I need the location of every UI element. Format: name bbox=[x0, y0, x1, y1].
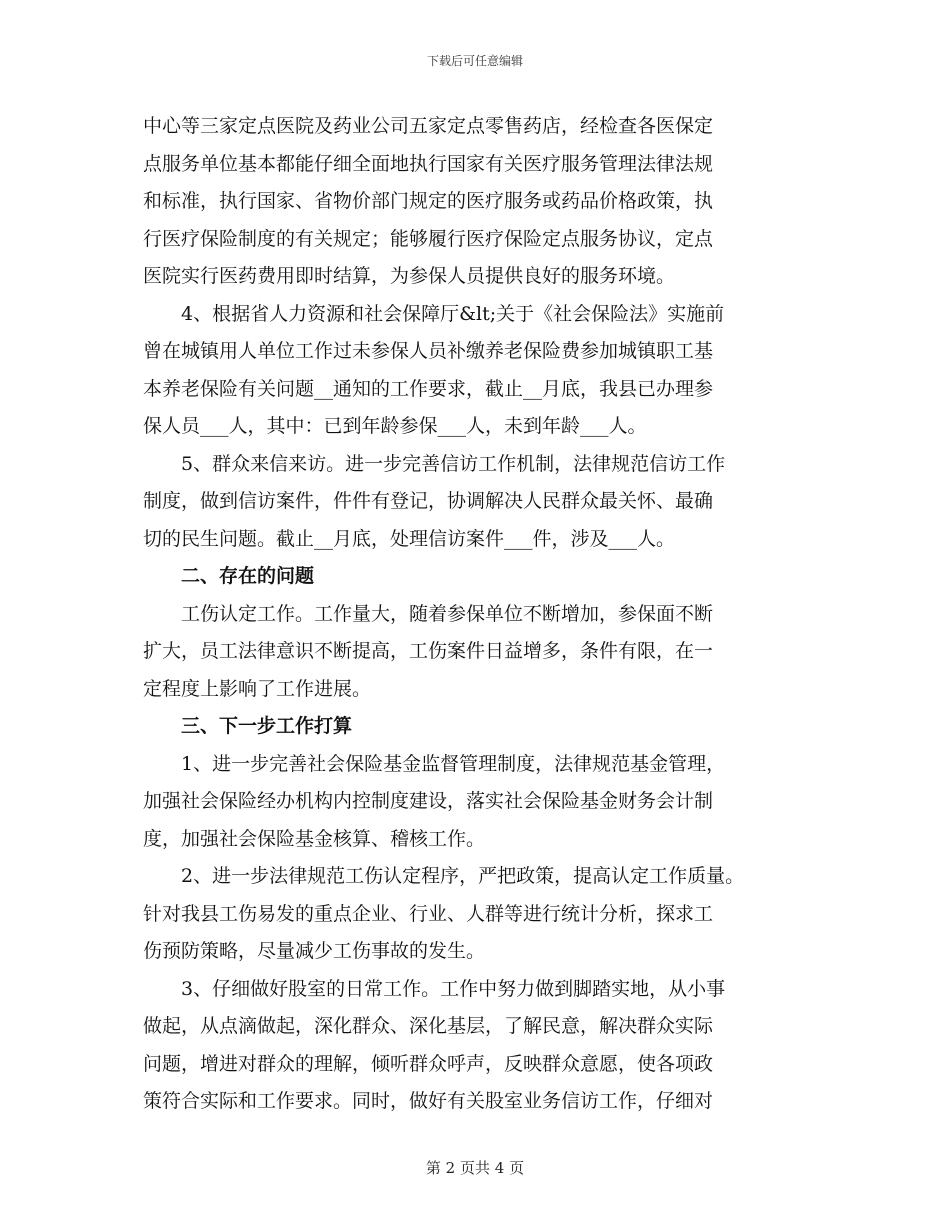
text-line: 针对我县工伤易发的重点企业、行业、人群等进行统计分析，探求工 bbox=[143, 902, 714, 925]
text-line: 加强社会保险经办机构内控制度建设，落实社会保险基金财务会计制 bbox=[143, 790, 714, 812]
text-line: 行医疗保险制度的有关规定；能够履行医疗保险定点服务协议，定点 bbox=[143, 227, 714, 250]
text-line: 保人员___人，其中：已到年龄参保___人，未到年龄___人。 bbox=[143, 415, 647, 437]
text-line: 3、仔细做好股室的日常工作。工作中努力做到脚踏实地，从小事 bbox=[181, 977, 726, 1000]
text-line: 医院实行医药费用即时结算，为参保人员提供良好的服务环境。 bbox=[143, 265, 676, 287]
text-line: 扩大，员工法律意识不断提高，工伤案件日益增多，条件有限，在一 bbox=[143, 640, 714, 662]
text-line: 定程度上影响了工作进展。 bbox=[143, 677, 372, 700]
text-line: 度，加强社会保险基金核算、稽核工作。 bbox=[143, 827, 486, 850]
text-line: 点服务单位基本都能仔细全面地执行国家有关医疗服务管理法律法规 bbox=[143, 152, 714, 175]
text-line: 切的民生问题。截止__月底，处理信访案件___件，涉及___人。 bbox=[143, 527, 676, 550]
text-line: 制度，做到信访案件，件件有登记，协调解决人民群众最关怀、最确 bbox=[143, 490, 714, 512]
text-line: 5、群众来信来访。进一步完善信访工作机制，法律规范信访工作 bbox=[181, 452, 726, 475]
page-number: 第 2 页共 4 页 bbox=[425, 1159, 525, 1177]
text-line: 和标准，执行国家、省物价部门规定的医疗服务或药品价格政策，执 bbox=[143, 190, 714, 212]
section-heading: 二、存在的问题 bbox=[181, 565, 315, 587]
text-line: 本养老保险有关问题__通知的工作要求，截止__月底，我县已办理参 bbox=[143, 377, 714, 400]
text-line: 4、根据省人力资源和社会保障厅&lt;关于《社会保险法》实施前 bbox=[181, 302, 725, 325]
section-heading: 三、下一步工作打算 bbox=[181, 715, 353, 737]
text-line: 策符合实际和工作要求。同时，做好有关股室业务信访工作，仔细对 bbox=[143, 1090, 714, 1112]
text-line: 工伤认定工作。工作量大，随着参保单位不断增加，参保面不断 bbox=[181, 602, 714, 625]
text-line: 做起，从点滴做起，深化群众、深化基层，了解民意，解决群众实际 bbox=[143, 1015, 714, 1037]
page-header: 下载后可任意编辑 bbox=[426, 54, 523, 68]
text-line: 中心等三家定点医院及药业公司五家定点零售药店，经检查各医保定 bbox=[143, 115, 714, 137]
text-line: 2、进一步法律规范工伤认定程序，严把政策，提高认定工作质量。 bbox=[181, 865, 745, 887]
text-line: 问题，增进对群众的理解，倾听群众呼声，反映群众意愿，使各项政 bbox=[143, 1052, 714, 1075]
text-line: 曾在城镇用人单位工作过未参保人员补缴养老保险费参加城镇职工基 bbox=[143, 340, 714, 362]
text-line: 1、进一步完善社会保险基金监督管理制度，法律规范基金管理， bbox=[181, 752, 726, 775]
text-line: 伤预防策略，尽量减少工伤事故的发生。 bbox=[143, 940, 486, 962]
document-body bbox=[143, 108, 823, 1121]
